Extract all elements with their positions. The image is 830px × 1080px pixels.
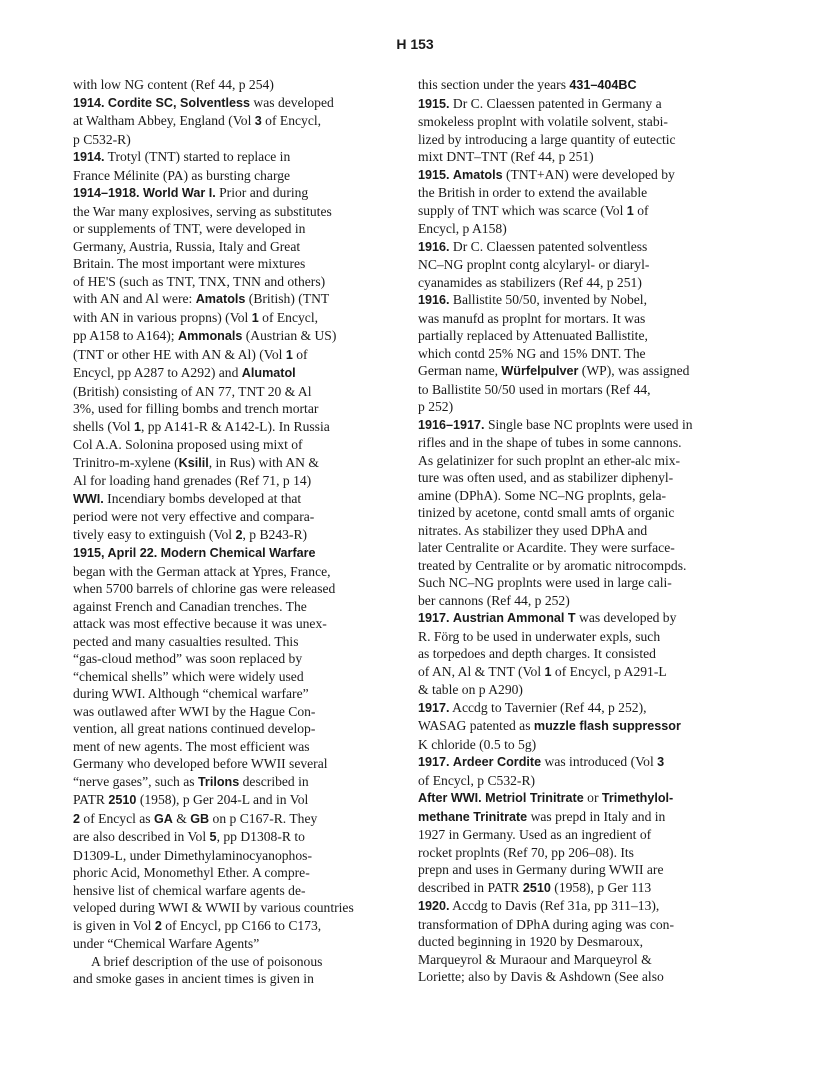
text-run: or supplements of TNT, were developed in — [73, 221, 306, 236]
text-line — [73, 508, 438, 526]
text-line — [418, 362, 783, 381]
text-line — [73, 203, 438, 221]
text-run: supply of TNT which was scarce (Vol — [418, 202, 627, 218]
text-line — [73, 131, 438, 149]
text-run: Col A.A. Solonina proposed using mixt of — [73, 437, 303, 452]
text-run: ducted beginning in 1920 by Desmaroux, — [418, 934, 644, 949]
text-run: was introduced (Vol — [541, 754, 658, 769]
text-line — [73, 615, 438, 633]
text-run: veloped during WWI & WWII by various countries — [73, 900, 354, 915]
text-run: “chemical shells” which were widely used — [73, 668, 304, 684]
text-run: the War many explosives, serving as substitutes — [73, 203, 332, 219]
text-run: was manufd as proplnt for mortars. It was — [418, 310, 646, 326]
text-line — [418, 487, 783, 505]
text-run: transformation of DPhA during aging was con- — [418, 916, 674, 932]
text-run: Britain. The most important were mixtures — [73, 256, 306, 271]
text-line — [73, 526, 438, 545]
text-run: rifles and in the shape of tubes in some cannons. — [418, 435, 682, 450]
text-line — [418, 469, 783, 487]
text-line — [73, 327, 438, 346]
text-run: (British) (TNT — [245, 291, 330, 306]
text-run: Accdg to Davis (Ref 31a, pp 311–13), — [449, 898, 660, 913]
text-run: phoric Acid, Monomethyl Ether. A compre- — [73, 865, 310, 880]
text-line — [73, 703, 438, 721]
bold-run: 1914. — [73, 95, 105, 110]
text-run: (1958), p Ger 204-L and in Vol — [136, 792, 309, 807]
bold-run: 1917. — [418, 611, 450, 625]
text-line — [418, 951, 783, 969]
text-line — [73, 418, 438, 437]
bold-run: 1915. — [418, 96, 450, 111]
text-run: , p B243-R) — [242, 526, 308, 542]
bold-run: 1914. — [73, 150, 105, 164]
text-run: was developed by — [575, 610, 677, 625]
bold-run: 1916. — [418, 293, 450, 307]
text-line — [418, 753, 783, 772]
text-line — [418, 663, 783, 682]
text-line — [418, 184, 783, 202]
text-run: A brief description of the use of poisonous — [91, 953, 323, 969]
bold-run: 5 — [209, 830, 217, 844]
text-line — [418, 574, 783, 592]
bold-run: 1 — [285, 347, 293, 362]
text-line — [418, 291, 783, 310]
bold-run: 2 — [73, 811, 81, 826]
text-line — [418, 844, 783, 862]
text-run: Al for loading hand grenades (Ref 71, p 14) — [73, 473, 312, 488]
bold-run: 2 — [154, 918, 162, 933]
text-line — [418, 95, 783, 114]
text-run: was developed — [250, 94, 334, 110]
text-run: of Encycl, pp C166 to C173, — [161, 917, 322, 933]
text-line — [418, 522, 783, 540]
text-run: ment of new agents. The most efficient was — [73, 738, 310, 754]
bold-run: Austrian Ammonal T — [452, 611, 576, 625]
text-line — [73, 290, 438, 309]
text-line — [418, 416, 783, 435]
text-line — [73, 184, 438, 203]
text-run: of AN, Al & TNT (Vol — [418, 663, 545, 679]
bold-run: World War I. — [142, 186, 216, 200]
text-line — [418, 609, 783, 628]
text-line — [73, 273, 438, 291]
bold-run: 1917. — [418, 700, 450, 715]
text-run: K chloride (0.5 to 5g) — [418, 736, 537, 752]
text-line — [73, 598, 438, 616]
bold-run: Amatols — [195, 292, 246, 306]
text-line — [418, 398, 783, 416]
text-run: “gas-cloud method” was soon replaced by — [73, 651, 303, 666]
text-line — [73, 490, 438, 509]
text-line — [418, 166, 783, 185]
text-line — [418, 557, 783, 575]
text-run: at Waltham Abbey, England (Vol — [73, 113, 255, 128]
text-run: , pp A141-R & A142-L). In Russia — [140, 418, 330, 434]
text-run: tively easy to extinguish (Vol — [73, 526, 236, 542]
text-run: (British) consisting of AN 77, TNT 20 & Al — [73, 383, 312, 399]
text-line — [73, 167, 438, 185]
text-run: this section under the years — [418, 77, 570, 92]
bold-run: 431–404BC — [569, 78, 637, 92]
text-run: PATR — [73, 792, 109, 807]
bold-run: Alumatol — [241, 366, 296, 380]
text-run: Accdg to Tavernier (Ref 44, p 252), — [449, 699, 647, 715]
text-line — [418, 645, 783, 663]
text-line — [73, 810, 438, 829]
bold-run: Trilons — [197, 774, 240, 789]
text-run: or — [583, 790, 602, 805]
text-line — [73, 364, 438, 383]
text-line — [418, 381, 783, 399]
text-run: Incendiary bombs developed at that — [103, 490, 302, 506]
text-run: the British in order to extend the available — [418, 185, 648, 200]
text-run: Such NC–NG proplnts were used in large cali- — [418, 575, 672, 590]
text-line — [418, 968, 783, 986]
bold-run: Trimethylol- — [601, 791, 674, 805]
bold-run: 1917. — [418, 755, 450, 769]
bold-run: 3 — [254, 114, 262, 128]
text-line — [418, 504, 783, 522]
text-run: (Austrian & US) — [242, 328, 337, 343]
text-run: (WP), was assigned — [578, 363, 690, 378]
text-run: 3%, used for filling bombs and trench mortar — [73, 401, 319, 416]
text-line — [73, 828, 438, 847]
text-line — [418, 897, 783, 916]
text-line — [73, 544, 438, 563]
bold-run: Ardeer Cordite — [452, 755, 542, 769]
text-run: shells (Vol — [73, 418, 134, 434]
text-line — [418, 131, 783, 149]
bold-run: 1 — [133, 419, 141, 434]
text-run: p C532-R) — [73, 131, 131, 147]
text-line — [418, 310, 783, 328]
text-line — [418, 699, 783, 718]
text-run: prepn and uses in Germany during WWII are — [418, 862, 664, 877]
text-line — [418, 113, 783, 131]
bold-run: 2 — [235, 527, 243, 542]
text-run: described in — [239, 773, 309, 789]
text-line — [73, 755, 438, 773]
page-number-header: H 153 — [396, 36, 434, 52]
text-line — [73, 112, 438, 131]
text-run: (TNT or other HE with AN & Al) (Vol — [73, 346, 286, 362]
text-run: cyanamides as stabilizers (Ref 44, p 251) — [418, 274, 642, 290]
text-run: , in Rus) with AN & — [208, 454, 319, 470]
text-run: hensive list of chemical warfare agents de- — [73, 882, 306, 898]
text-run: Encycl, pp A287 to A292) and — [73, 365, 242, 380]
text-line — [418, 345, 783, 363]
text-line — [73, 472, 438, 490]
text-line — [418, 76, 783, 95]
text-line — [73, 148, 438, 167]
text-line — [73, 400, 438, 418]
bold-run: 3 — [657, 755, 665, 769]
text-run: as torpedoes and depth charges. It consisted — [418, 646, 656, 661]
text-run: tinized by acetone, contd small amts of organic — [418, 505, 675, 520]
text-run: began with the German attack at Ypres, France, — [73, 563, 331, 579]
text-line — [418, 202, 783, 221]
text-run: to Ballistite 50/50 used in mortars (Ref 44, — [418, 381, 651, 397]
text-run: Prior and during — [215, 185, 309, 200]
text-run: on p C167-R. They — [209, 810, 318, 826]
text-line — [73, 383, 438, 401]
text-run: Germany, Austria, Russia, Italy and Great — [73, 238, 301, 254]
bold-run: 1916. — [418, 239, 450, 254]
text-line — [73, 346, 438, 365]
text-run: of Encycl as — [80, 810, 154, 826]
text-line — [418, 933, 783, 951]
text-line — [73, 94, 438, 113]
text-run: Trotyl (TNT) started to replace in — [104, 149, 291, 164]
text-run: Ballistite 50/50, invented by Nobel, — [449, 292, 647, 307]
text-line — [73, 563, 438, 581]
text-run: 1927 in Germany. Used as an ingredient of — [418, 827, 652, 842]
text-run: later Centralite or Acardite. They were surface- — [418, 540, 675, 555]
text-run: period were not very effective and compara- — [73, 509, 315, 524]
text-line — [73, 738, 438, 756]
text-run: pected and many casualties resulted. This — [73, 633, 299, 649]
text-run: of — [633, 202, 649, 218]
text-run: Dr C. Claessen patented solventless — [449, 238, 648, 254]
text-run: WASAG patented as — [418, 718, 534, 733]
text-line — [73, 309, 438, 328]
text-run: of Encycl, p A291-L — [551, 663, 667, 679]
text-line — [73, 864, 438, 882]
text-run: pp A158 to A164); — [73, 328, 178, 343]
text-line — [73, 580, 438, 598]
bold-run: After WWI. — [418, 791, 482, 805]
text-run: (TNT+AN) were developed by — [502, 166, 675, 182]
text-run: ture was often used, and as stabilizer diphenyl- — [418, 470, 674, 485]
text-line — [418, 220, 783, 238]
text-run: attack was most effective because it was unex- — [73, 616, 327, 631]
text-run: smokeless proplnt with volatile solvent, stabi- — [418, 114, 668, 129]
text-run: described in PATR — [418, 879, 523, 895]
text-line — [418, 434, 783, 452]
text-run: vention, all great nations continued develop- — [73, 721, 316, 736]
text-run: Germany who developed before WWII several — [73, 756, 328, 771]
bold-run: 1 — [251, 310, 259, 325]
text-line — [73, 633, 438, 651]
text-line — [418, 238, 783, 257]
text-run: As gelatinizer for such proplnt an ether-alc mix- — [418, 452, 681, 468]
text-run: & — [172, 810, 191, 826]
text-line — [418, 879, 783, 898]
text-line — [73, 791, 438, 810]
text-run: when 5700 barrels of chlorine gas were released — [73, 581, 336, 596]
bold-run: methane Trinitrate — [418, 809, 528, 824]
text-line — [418, 452, 783, 470]
text-line — [73, 454, 438, 473]
text-run: with AN in various propns) (Vol — [73, 309, 252, 325]
text-line — [418, 148, 783, 166]
text-run: partially replaced by Attenuated Ballistite, — [418, 328, 648, 343]
bold-run: GA — [154, 811, 173, 826]
text-run: which contd 25% NG and 15% DNT. The — [418, 345, 646, 361]
text-run: rocket proplnts (Ref 70, pp 206–08). Its — [418, 844, 634, 860]
text-run: treated by Centralite or by aromatic nitrocompds. — [418, 557, 687, 573]
text-run: Marqueyrol & Muraour and Marqueyrol & — [418, 951, 652, 967]
text-run: France Mélinite (PA) as bursting charge — [73, 167, 291, 183]
text-line — [73, 668, 438, 686]
text-run: with low NG content (Ref 44, p 254) — [73, 77, 274, 92]
text-run: Loriette; also by Davis & Ashdown (See also — [418, 969, 664, 984]
text-run: of — [292, 346, 308, 362]
text-line — [73, 882, 438, 900]
text-run: of Encycl, p C532-R) — [418, 772, 536, 788]
text-run: against French and Canadian trenches. The — [73, 598, 307, 614]
bold-run: 1915, April 22. — [73, 546, 158, 560]
bold-run: 2510 — [522, 880, 551, 895]
bold-run: Würfelpulver — [501, 364, 579, 378]
text-line — [73, 847, 438, 865]
bold-run: Amatols — [452, 167, 503, 182]
text-run: under “Chemical Warfare Agents” — [73, 936, 260, 951]
bold-run: 1 — [544, 664, 552, 679]
text-run: & table on p A290) — [418, 682, 523, 697]
text-run: of Encycl, — [261, 113, 322, 128]
text-run: ber cannons (Ref 44, p 252) — [418, 592, 570, 608]
text-line — [418, 826, 783, 844]
bold-run: WWI. — [73, 491, 104, 506]
text-line — [418, 274, 783, 292]
text-run: NC–NG proplnt contg alcylaryl- or diaryl- — [418, 257, 650, 272]
text-line — [73, 76, 438, 94]
text-run: p 252) — [418, 399, 454, 414]
text-line — [418, 772, 783, 790]
text-line — [73, 720, 438, 738]
text-run: Single base NC proplnts were used in — [484, 416, 693, 432]
text-run: amine (DPhA). Some NC–NG proplnts, gela- — [418, 487, 667, 503]
bold-run: Modern Chemical Warfare — [160, 546, 316, 560]
text-run: during WWI. Although “chemical warfare” — [73, 686, 309, 701]
left-text-column — [73, 76, 438, 988]
text-line — [418, 327, 783, 345]
text-run: , pp D1308-R to — [216, 829, 305, 844]
text-run: nitrates. As stabilizer they used DPhA and — [418, 522, 648, 538]
text-run: was prepd in Italy and in — [527, 808, 666, 824]
text-line — [418, 736, 783, 754]
text-run: Dr C. Claessen patented in Germany a — [449, 95, 662, 111]
text-run: lized by introducing a large quantity of eutectic — [418, 131, 676, 147]
text-line — [73, 685, 438, 703]
text-run: R. Förg to be used in underwater expls, such — [418, 628, 661, 644]
bold-run: 1915. — [418, 167, 450, 182]
text-run: of HE'S (such as TNT, TNX, TNN and others) — [73, 273, 326, 289]
text-run: is given in Vol — [73, 917, 155, 933]
text-line — [73, 953, 438, 971]
text-run: was outlawed after WWI by the Hague Con- — [73, 703, 316, 719]
text-line — [418, 681, 783, 699]
text-run: of Encycl, — [258, 309, 319, 325]
text-run: (1958), p Ger 113 — [550, 879, 652, 895]
text-line — [73, 238, 438, 256]
text-line — [418, 539, 783, 557]
bold-run: 1916–1917. — [418, 417, 485, 432]
text-run: are also described in Vol — [73, 829, 210, 844]
bold-run: 1920. — [418, 899, 450, 913]
text-line — [418, 861, 783, 879]
text-line — [418, 789, 783, 808]
text-line — [73, 220, 438, 238]
text-line — [73, 255, 438, 273]
text-run: Trinitro-m-xylene ( — [73, 454, 179, 470]
text-line — [418, 916, 783, 934]
text-line — [418, 256, 783, 274]
text-line — [73, 899, 438, 917]
text-line — [73, 935, 438, 953]
bold-run: Metriol Trinitrate — [485, 791, 584, 805]
text-line — [418, 717, 783, 736]
text-line — [418, 628, 783, 646]
text-run: German name, — [418, 363, 502, 378]
text-run: with AN and Al were: — [73, 291, 196, 306]
text-line — [418, 808, 783, 827]
bold-run: 2510 — [108, 793, 137, 807]
bold-run: 1 — [626, 203, 634, 218]
text-line — [73, 773, 438, 792]
text-run: Encycl, p A158) — [418, 221, 507, 236]
text-run: and smoke gases in ancient times is given in — [73, 971, 314, 986]
text-line — [73, 970, 438, 988]
bold-run: Ammonals — [177, 329, 243, 343]
text-line — [73, 650, 438, 668]
text-run: “nerve gases”, such as — [73, 773, 198, 789]
text-line — [418, 592, 783, 610]
bold-run: muzzle flash suppressor — [533, 719, 681, 733]
bold-run: Cordite SC, Solventless — [107, 95, 250, 110]
text-run: mixt DNT–TNT (Ref 44, p 251) — [418, 149, 594, 164]
right-text-column — [418, 76, 783, 986]
text-line — [73, 436, 438, 454]
bold-run: GB — [190, 811, 210, 826]
text-line — [73, 917, 438, 936]
bold-run: 1914–1918. — [73, 186, 140, 200]
bold-run: Ksilil — [178, 455, 209, 470]
text-run: D1309-L, under Dimethylaminocyanophos- — [73, 847, 312, 863]
